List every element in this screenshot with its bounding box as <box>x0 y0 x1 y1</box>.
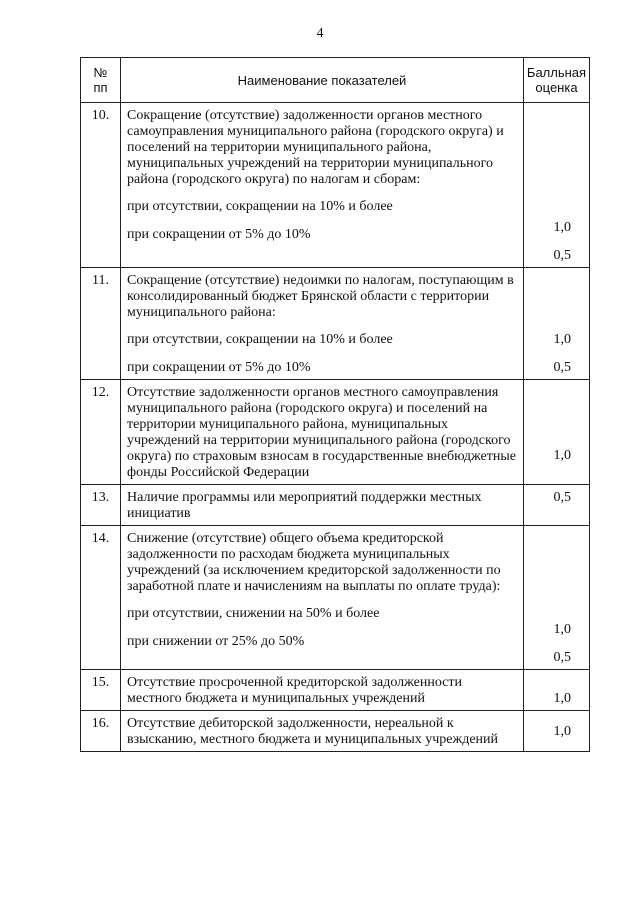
score-value: 1,0 <box>553 332 571 347</box>
header-score: Балльная оценка <box>524 58 590 103</box>
score-value: 0,5 <box>553 650 571 665</box>
score-value: 1,0 <box>524 670 590 711</box>
table-row <box>81 103 590 268</box>
row-number: 11. <box>81 268 121 380</box>
table-row <box>81 670 590 711</box>
sub-criterion: при снижении от 25% до 50% <box>127 634 305 649</box>
page-number: 4 <box>316 26 324 41</box>
row-number: 12. <box>81 380 121 485</box>
row-title: Сокращение (отсутствие) задолженности органов местного самоуправления муниципального района (городского округа) и поселений на территории муниципального района, муниципальных учреждений на территории муниципального района (городского округа) по налогам и сборам: <box>127 108 504 187</box>
indicators-table <box>80 57 590 752</box>
sub-criterion: при сокращении от 5% до 10% <box>127 227 311 242</box>
table-header-row <box>81 58 590 103</box>
score-value: 1,0 <box>553 622 571 637</box>
table-row <box>81 485 590 526</box>
table-row <box>81 380 590 485</box>
sub-criterion: при отсутствии, сокращении на 10% и более <box>127 332 393 347</box>
row-title: Наличие программы или мероприятий поддержки местных инициатив <box>121 485 524 526</box>
row-title: Отсутствие задолженности органов местного самоуправления муниципального района (городского округа) и поселений на территории муниципального района, муниципальных учреждений на территории муниципального района (городского округа) по страховым взносам в государственные внебюджетные фонды Российской Федерации <box>121 380 524 485</box>
score-value: 0,5 <box>524 485 590 526</box>
row-number: 14. <box>81 526 121 670</box>
score-value: 1,0 <box>524 380 590 485</box>
sub-criterion: при сокращении от 5% до 10% <box>127 360 311 375</box>
row-number: 13. <box>81 485 121 526</box>
score-value: 1,0 <box>553 220 571 235</box>
row-number: 16. <box>81 711 121 752</box>
row-title: Снижение (отсутствие) общего объема кредиторской задолженности по расходам бюджета муниципальных учреждений (за исключением кредиторской задолженности по заработной плате и начислениям на выплаты по оплате труда): <box>127 531 501 594</box>
table-row <box>81 268 590 380</box>
row-title: Сокращение (отсутствие) недоимки по налогам, поступающим в консолидированный бюджет Брянской области с территории муниципального района: <box>127 273 514 320</box>
row-number: 15. <box>81 670 121 711</box>
header-number: № пп <box>81 58 121 103</box>
sub-criterion: при отсутствии, сокращении на 10% и более <box>127 199 393 214</box>
score-value: 0,5 <box>553 248 571 263</box>
score-value: 0,5 <box>553 360 571 375</box>
row-title: Отсутствие дебиторской задолженности, нереальной к взысканию, местного бюджета и муниципальных учреждений <box>121 711 524 752</box>
score-value: 1,0 <box>524 711 590 752</box>
table-row <box>81 711 590 752</box>
table-row <box>81 526 590 670</box>
header-name: Наименование показателей <box>121 58 524 103</box>
sub-criterion: при отсутствии, снижении на 50% и более <box>127 606 380 621</box>
row-title: Отсутствие просроченной кредиторской задолженности местного бюджета и муниципальных учреждений <box>121 670 524 711</box>
row-number: 10. <box>81 103 121 268</box>
